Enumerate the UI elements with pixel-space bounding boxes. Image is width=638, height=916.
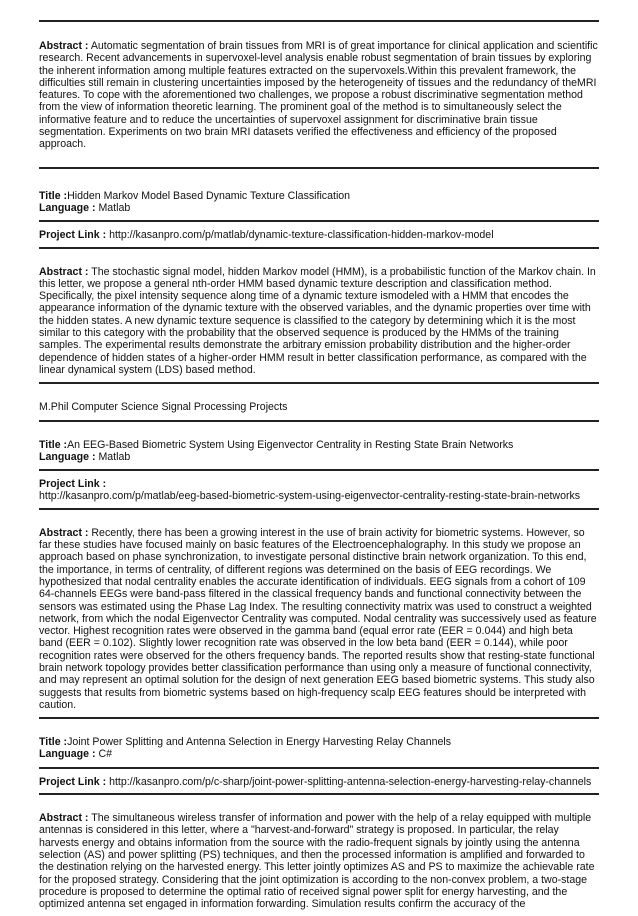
abstract-label: Abstract :: [39, 526, 89, 539]
language-label: Language :: [39, 201, 96, 214]
project-header: [39, 729, 599, 767]
project-link-block: [39, 471, 599, 508]
language-label: Language :: [39, 450, 96, 463]
title-label: Title :: [39, 438, 68, 451]
project-language: Matlab: [98, 201, 131, 214]
project-link-label: Project Link :: [39, 478, 107, 491]
abstract-text: Automatic segmentation of brain tissues from MRI is of great importance for clinical application and scientific research. Recent advancements in supervoxel-level analysis enable robust segmentation of brain tissues by exploring the inherent information among multiple features extracted on the supervoxels.Within this prevalent framework, the difficulties still remain in clustering uncertainties imposed by the heterogeneity of tissues and the redundancy of theMRI features. To cope with the aforementioned two challenges, we propose a robust discriminative segmentation method from the view of information theoretic learning. The prominent goal of the method is to simultaneously select the informative feature and to reduce the uncertainties of supervoxel assignment for discriminative brain tissue segmentation. Experiments on two brain MRI datasets verified the effectiveness and efficiency of the proposed approach.: [39, 40, 598, 151]
abstract-block: [39, 520, 599, 717]
divider: [39, 382, 599, 384]
project-title: Hidden Markov Model Based Dynamic Texture Classification: [67, 189, 351, 202]
abstract-text: Recently, there has been a growing interest in the use of brain activity for biometric systems. However, so far these studies have focused mainly on basic features of the Electroencephalography. In this study we propose an approach based on phase synchronization, to investigate personal distinctive brain network organization. To this end, the importance, in terms of centrality, of different regions was determined on the basis of EEG recordings. We hypothesized that nodal centrality enables the accurate identification of individuals. EEG signals from a cohort of 109 64-channels EEGs were band-pass filtered in the classical frequency bands and functional connectivity between the sensors was estimated using the Phase Lag Index. The resulting connectivity matrix was used to construct a weighted network, from which the nodal Eigenvector Centrality was computed. Nodal centrality was successively used as feature vector. Highest recognition rates were observed in the gamma band (equal error rate (EER = 0.044) and high beta band (EER = 0.102). Slightly lower recognition rate was observed in the low beta band (EER = 0.144), while poor recognition rates were observed for the others frequency bands. The reported results show that resting-state functional brain network topology provides better classification performance than using only a measure of functional connectivity, and may represent an optimal solution for the design of next generation EEG based biometric systems. This study also suggests that results from biometric systems based on high-frequency scalp EEG features should be interpreted with caution.: [39, 526, 597, 711]
project-title: Joint Power Splitting and Antenna Selection in Energy Harvesting Relay Channels: [67, 736, 452, 749]
abstract-block: [39, 259, 599, 383]
project-header: [39, 183, 599, 221]
project-link-block: [39, 222, 599, 246]
project-link-block: [39, 769, 599, 793]
divider: [39, 247, 599, 249]
divider: [39, 508, 599, 510]
divider: [39, 793, 599, 795]
title-label: Title :: [39, 189, 68, 202]
abstract-label: Abstract :: [39, 265, 89, 278]
abstract-label: Abstract :: [39, 40, 89, 52]
project-link-label: Project Link :: [39, 229, 107, 242]
document-page: [39, 20, 599, 916]
section-heading-block: [39, 394, 599, 419]
project-title: An EEG-Based Biometric System Using Eigenvector Centrality in Resting State Brain Networks: [67, 438, 514, 451]
abstract-block: [39, 805, 599, 916]
project-link[interactable]: http://kasanpro.com/p/matlab/eeg-based-biometric-system-using-eigenvector-centrality-resting-state-brain-networks: [39, 490, 581, 503]
abstract-label: Abstract :: [39, 812, 89, 825]
abstract-text: The stochastic signal model, hidden Markov model (HMM), is a probabilistic function of the Markov chain. In this letter, we propose a general nth-order HMM based dynamic texture description and classification method. Specifically, the pixel intensity sequence along time of a dynamic texture ismodeled with a HMM that encodes the appearance information of the dynamic texture with the observed variables, and the dynamic properties over time with the hidden states. A new dynamic texture sequence is classified to the category by determining which it is the most similar to this category with the probability that the observed sequence is produced by the HMMs of the training samples. The experimental results demonstrate the arbitrary emission probability distribution and the higher-order dependence of hidden states of a higher-order HMM result in better classification performance, as compared with the linear dynamical system (LDS) based method.: [39, 265, 596, 376]
project-language: C#: [98, 748, 113, 761]
project-link[interactable]: http://kasanpro.com/p/matlab/dynamic-texture-classification-hidden-markov-model: [109, 229, 494, 242]
language-label: Language :: [39, 748, 96, 761]
divider: [39, 167, 599, 169]
project-language: Matlab: [98, 450, 131, 463]
title-label: Title :: [39, 736, 68, 749]
abstract-text: The simultaneous wireless transfer of information and power with the help of a relay equipped with multiple antennas is considered in this letter, where a "harvest-and-forward" strategy is proposed. In particular, the relay harvests energy and obtains information from the source with the radio-frequent signals by jointly using the antenna selection (AS) and power splitting (PS) techniques, and then the processed information is amplified and forwarded to the destination relying on the harvested energy. This letter jointly optimizes AS and PS to maximize the achievable rate for the proposed strategy. Considering that the joint optimization is according to the non-convex problem, a two-stage procedure is proposed to determine the optimal ratio of received signal power split for energy harvesting, and the optimized antenna set engaged in information forwarding. Simulation results confirm the accuracy of the: [39, 812, 595, 911]
section-heading: M.Phil Computer Science Signal Processing Projects: [39, 401, 288, 414]
abstract-block: [39, 22, 599, 157]
project-header: [39, 432, 599, 470]
project-link-label: Project Link :: [39, 775, 107, 788]
project-link[interactable]: http://kasanpro.com/p/c-sharp/joint-power-splitting-antenna-selection-energy-harvesting-relay-channels: [109, 775, 592, 788]
divider: [39, 717, 599, 719]
divider: [39, 420, 599, 422]
